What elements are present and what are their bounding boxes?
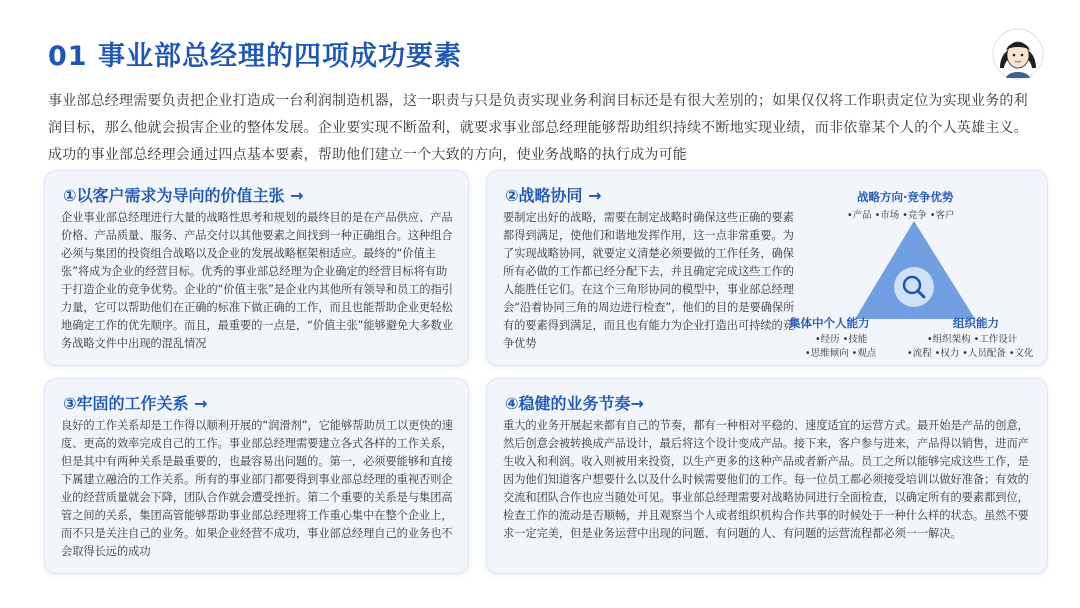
card-work-relationships (44, 378, 469, 574)
card-strategic-synergy (486, 170, 1048, 366)
right-node-label: 组织能力 (953, 316, 999, 330)
page-title: 01 事业部总经理的四项成功要素 (48, 41, 462, 72)
right-node-items: •流程 •权力 •人员配备 •文化 (907, 348, 1034, 359)
card-heading: ④稳健的业务节奏→ (505, 394, 644, 413)
intro-paragraph: 事业部总经理需要负责把企业打造成一台利润制造机器，这一职责与只是负责实现业务利润目标还是有很大差别的；如果仅仅将工作职责定位为实现业务的利润目标，那么他就会损害企业的整体发展。企业要实现不断盈利，就要求事业部总经理能够帮助组织持续不断地实现业绩，而非依靠某个人的个人英雄主义。成功的事业部总经理会通过四点基本要素，帮助他们建立一个大致的方向，使业务战略的执行成为可能 (48, 93, 1028, 163)
right-node-items: •组织架构 •工作设计 (927, 334, 1018, 345)
left-node-items: •思维倾向 •观点 (805, 348, 877, 359)
card-heading: ②战略协同 → (505, 186, 602, 205)
card-heading: ③牢固的工作关系 → (63, 394, 208, 413)
card-body: 良好的工作关系却是工作得以顺利开展的“润滑剂”，它能够帮助员工以更快的速度、更高的效率完成自己的工作。事业部总经理需要建立各式各样的工作关系，但是其中有两种关系是最重要的，也最容易出问题的。第一，必须要能够和直接下属建立融洽的工作关系。所有的事业部门都要得到事业部总经理的重视否则企业的经营质量就会下降，团队合作就会遭受挫折。第二个重要的关系是与集团高管之间的关系，集团高管能够帮助事业部总经理将工作重心集中在整个企业上，而不只是关注自己的业务。如果企业经营不成功，事业部总经理自己的业务也不会取得长远的成功 (61, 419, 453, 558)
left-node-items: •经历 •技能 (815, 334, 868, 345)
card-body: 要制定出好的战略，需要在制定战略时确保这些正确的要素都得到满足，使他们和谐地发挥作用，这一点非常重要。为了实现战略协同，就要定义清楚必须要做的工作任务，确保所有必做的工作都已经分配下去，并且确定完成这些工作的人能胜任它们。在这个三角形协同的模型中，事业部总经理会“沿着协同三角的周边进行检查”，他们的目的是要确保所有的要素得到满足，而且也有能力为企业打造出可持续的竞争优势 (503, 211, 795, 350)
left-node-label: 集体中个人能力 (789, 316, 870, 330)
top-node-items: •产品 •市场 •竞争 •客户 (847, 210, 955, 221)
card-heading: ①以客户需求为导向的价值主张 → (63, 186, 304, 205)
synergy-triangle-diagram (787, 179, 1047, 364)
top-node-label: 战略方向·竞争优势 (857, 190, 954, 204)
card-value-proposition (44, 170, 469, 366)
card-body: 重大的业务开展起来都有自己的节奏，都有一种相对平稳的、速度适宜的运营方式。最开始是产品的创意，然后创意会被转换成产品设计，最后将这个设计变成产品。接下来，客户参与进来，产品得以销售，进而产生收入和利润。收入则被用来投资，以生产更多的这种产品或者新产品。员工之所以能够完成这些工作，是因为他们知道客户想要什么以及什么时候需要他们的工作。每一位员工都必须接受培训以做好准备；有效的交流和团队合作也应当随处可见。事业部总经理需要对战略协同进行全面检查，以确定所有的要素都到位，检查工作的流动是否顺畅，并且观察当个人或者组织机构合作共事的时候处于一种什么样的状态。虽然不要求一定完美，但是业务运营中出现的问题、有问题的人、有问题的运营流程都必须一一解决。 (503, 419, 1029, 540)
card-body: 企业事业部总经理进行大量的战略性思考和规划的最终目的是在产品供应、产品价格、产品质量、服务、产品交付以其他要素之间找到一种正确组合。这种组合必须与集团的投资组合战略以及企业的发展战略框架相适应。最终的“价值主张”将成为企业的经营目标。优秀的事业部总经理为企业确定的经营目标将有助于打造企业的竞争优势。企业的“价值主张”是企业内其他所有领导和员工的指引力量，它可以帮助他们在正确的标准下做正确的工作，而且也能帮助企业更轻松地确定工作的优先顺序。而且，最重要的一点是，“价值主张”能够避免大多数业务战略文件中出现的混乱情况 (61, 211, 453, 350)
person-avatar-icon (992, 28, 1044, 80)
card-business-rhythm (486, 378, 1048, 574)
